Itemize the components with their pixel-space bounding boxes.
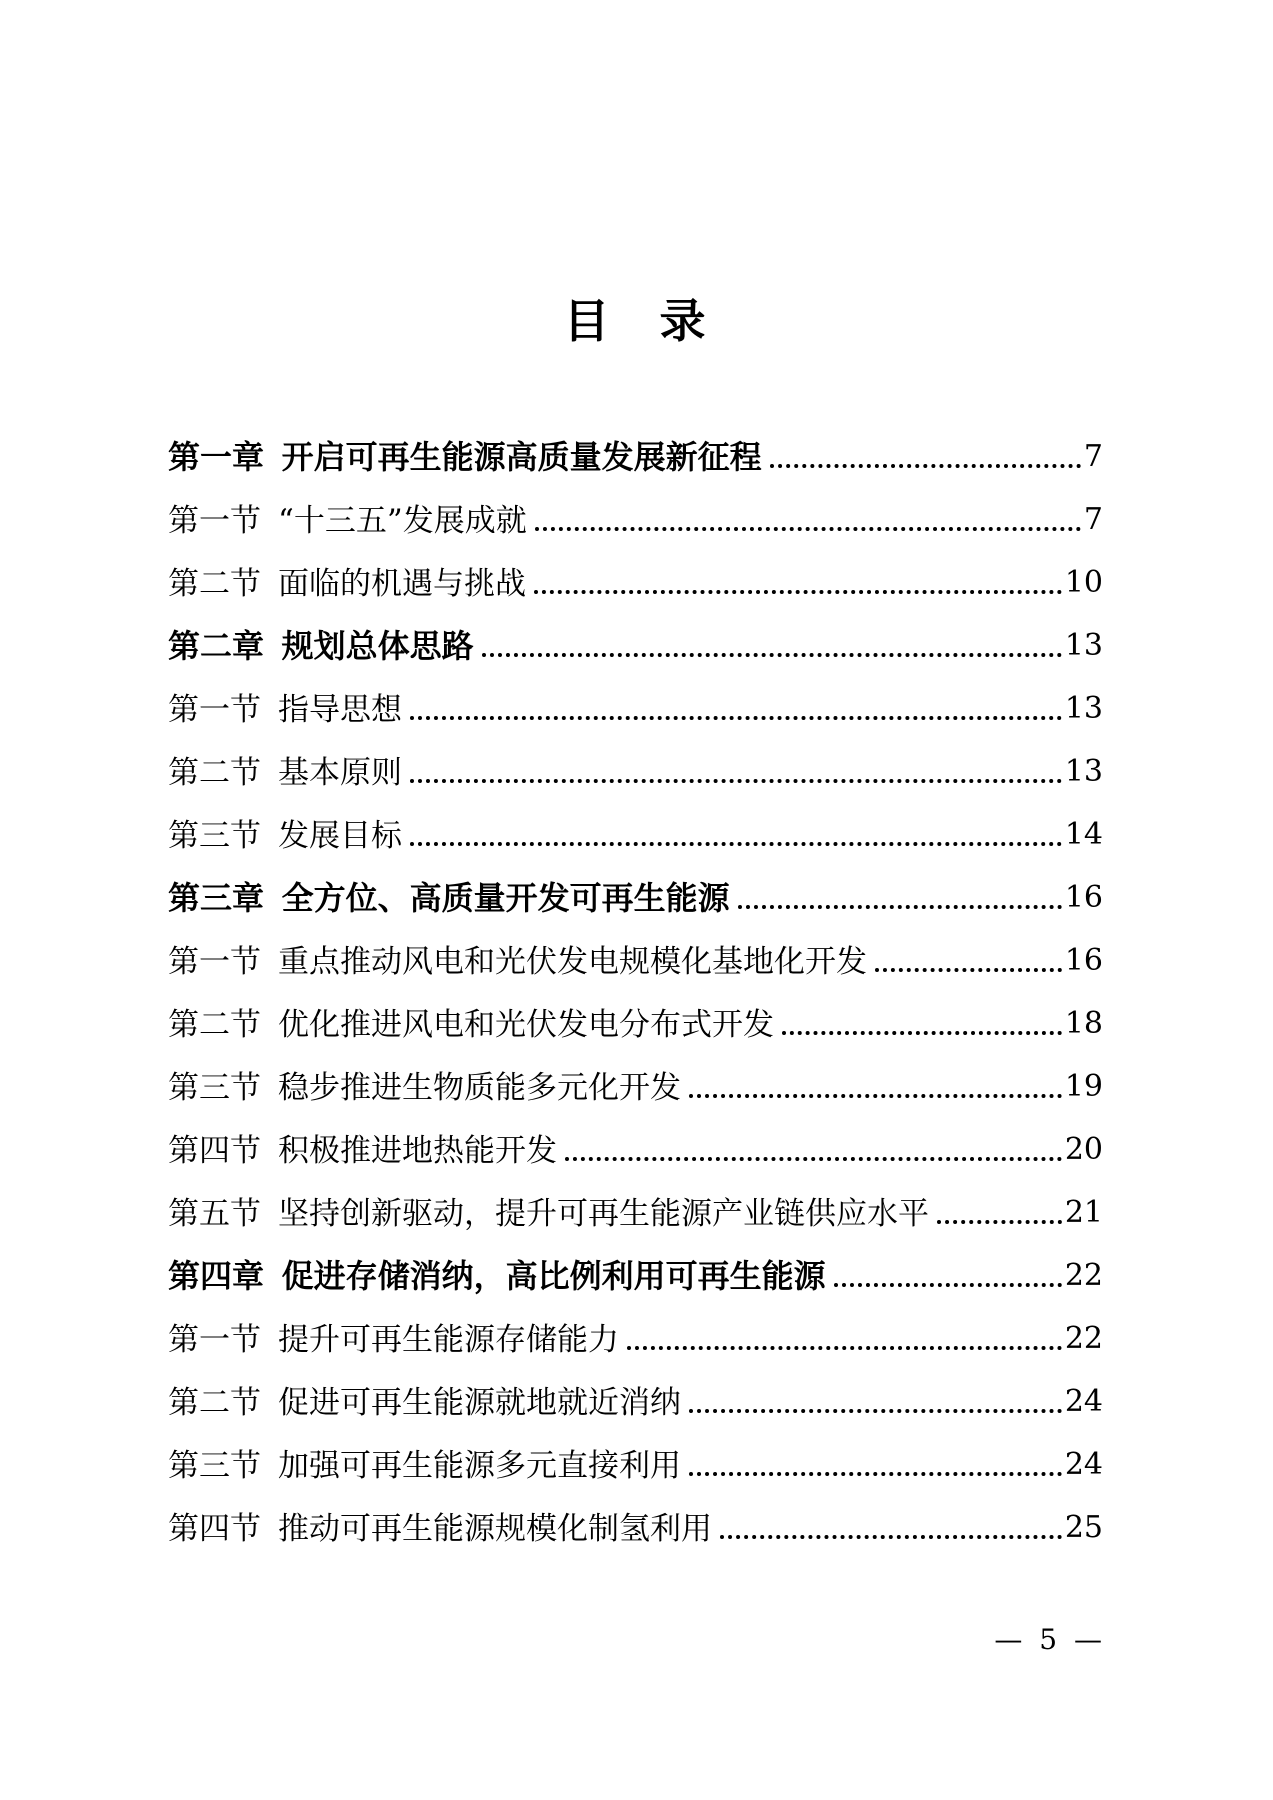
toc-entry-page-number: 14 [1064,817,1103,852]
toc-entry-title: 面临的机遇与挑战 [278,566,527,602]
toc-entry-label: 第二节 [168,755,261,791]
toc-entry [168,864,1103,927]
toc-entry [168,549,1103,612]
toc-entry-page-number: 21 [1064,1195,1103,1230]
toc-entry-page-number: 13 [1064,754,1103,789]
toc-entry [168,1494,1103,1557]
page-footer-number: — 5 — [994,1623,1103,1656]
toc-entry-title: 全方位、高质量开发可再生能源 [281,879,730,916]
toc-entry [168,423,1103,486]
page-title: 目 录 [563,295,708,347]
toc-entry-page-number: 16 [1064,943,1103,978]
toc-entry-label: 第五节 [168,1196,261,1232]
toc-entry-page-number: 24 [1064,1447,1103,1482]
dot-leader [689,1472,1062,1476]
dot-leader [565,1157,1062,1161]
toc-entry [168,801,1103,864]
toc-entry-label: 第一章 [168,438,265,475]
toc-entry [168,675,1103,738]
toc-entry-page-number: 22 [1064,1258,1103,1293]
toc-entry-title: 重点推动风电和光伏发电规模化基地化开发 [278,944,868,980]
toc-entry-label: 第一节 [168,944,261,980]
toc-entry-page-number: 7 [1083,439,1103,474]
toc-entry-title: 规划总体思路 [281,627,474,664]
toc-entry-title: 坚持创新驱动，提升可再生能源产业链供应水平 [278,1196,930,1232]
toc-entry [168,1368,1103,1431]
toc-entry-page-number: 18 [1064,1006,1103,1041]
toc-entry-page-number: 25 [1064,1510,1103,1545]
toc-entry-title: 促进存储消纳，高比例利用可再生能源 [281,1257,826,1294]
toc-entry [168,927,1103,990]
dot-leader [937,1220,1062,1224]
toc-entry-title: 开启可再生能源高质量发展新征程 [281,438,762,475]
toc-entry-page-number: 7 [1083,502,1103,537]
toc-entry-label: 第二节 [168,566,261,602]
toc-entry-label: 第二章 [168,627,265,664]
toc-entry-title: 发展目标 [278,818,403,854]
toc-entry-title: 基本原则 [278,755,403,791]
toc-entry-title: 加强可再生能源多元直接利用 [278,1448,682,1484]
toc-entry [168,1431,1103,1494]
toc-entry-label: 第二节 [168,1385,261,1421]
toc-entry-label: 第一节 [168,503,261,539]
toc-entry-page-number: 13 [1064,628,1103,663]
toc-entry-title: 促进可再生能源就地就近消纳 [278,1385,682,1421]
toc-entry [168,1179,1103,1242]
toc-entry-label: 第三节 [168,818,261,854]
dot-leader [770,464,1081,468]
dot-leader [875,968,1062,972]
toc-entry-page-number: 24 [1064,1384,1103,1419]
toc-entry-title: 积极推进地热能开发 [278,1133,558,1169]
toc-entry-title: 推动可再生能源规模化制氢利用 [278,1511,713,1547]
toc-entry [168,990,1103,1053]
toc-entry-title: “十三五”发展成就 [278,503,527,539]
toc-entry-label: 第三章 [168,879,265,916]
toc-entry-page-number: 19 [1064,1069,1103,1104]
toc-entry [168,612,1103,675]
dot-leader [689,1409,1062,1413]
dot-leader [482,653,1062,657]
dot-leader [782,1031,1062,1035]
toc-entry [168,1053,1103,1116]
dot-leader [689,1094,1062,1098]
dot-leader [410,842,1062,846]
toc-entry-title: 稳步推进生物质能多元化开发 [278,1070,682,1106]
dot-leader [534,590,1062,594]
dot-leader [627,1346,1062,1350]
toc-entry [168,738,1103,801]
toc-entry [168,486,1103,549]
dot-leader [834,1283,1062,1287]
toc-entry-label: 第二节 [168,1007,261,1043]
toc-entry-label: 第一节 [168,692,261,728]
toc-entry-page-number: 10 [1064,565,1103,600]
dot-leader [535,527,1081,531]
toc-list [168,423,1103,1557]
toc-entry-title: 优化推进风电和光伏发电分布式开发 [278,1007,775,1043]
toc-entry-page-number: 22 [1064,1321,1103,1356]
toc-entry-label: 第四节 [168,1511,261,1547]
toc-entry-label: 第一节 [168,1322,261,1358]
toc-entry-title: 提升可再生能源存储能力 [278,1322,620,1358]
dot-leader [410,779,1062,783]
toc-entry-title: 指导思想 [278,692,403,728]
toc-entry-label: 第三节 [168,1448,261,1484]
dot-leader [738,905,1062,909]
toc-entry-label: 第四节 [168,1133,261,1169]
dot-leader [720,1535,1062,1539]
dot-leader [410,716,1062,720]
toc-entry-label: 第四章 [168,1257,265,1294]
toc-entry [168,1116,1103,1179]
page-footer [994,1623,1103,1656]
toc-entry [168,1305,1103,1368]
toc-entry-label: 第三节 [168,1070,261,1106]
toc-entry-page-number: 20 [1064,1132,1103,1167]
toc-entry [168,1242,1103,1305]
toc-entry-page-number: 13 [1064,691,1103,726]
toc-entry-page-number: 16 [1064,880,1103,915]
